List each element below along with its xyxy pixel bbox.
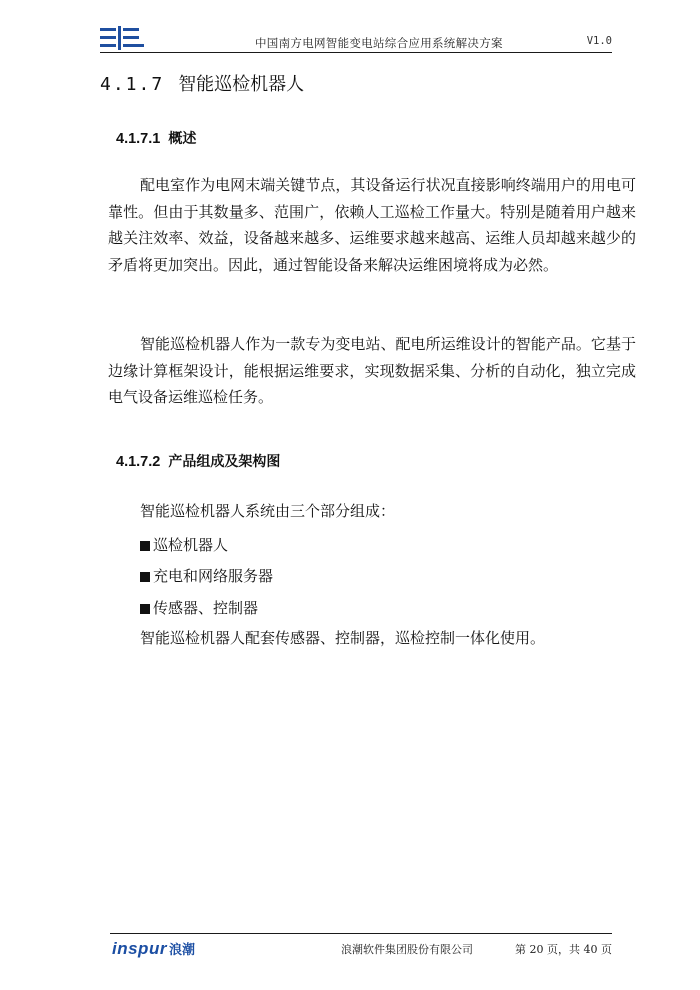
footer-company: 浪潮软件集团股份有限公司 [341, 943, 473, 956]
list-item-label: 充电和网络服务器 [153, 567, 274, 585]
header-divider [100, 52, 612, 53]
subsection-title: 概述 [168, 131, 197, 147]
paragraph-overview-1: 配电室作为电网末端关键节点，其设备运行状况直接影响终端用户的用电可靠性。但由于其数量多、范围广，依赖人工巡检工作量大。特别是随着用户越来越关注效率、效益，设备越来越多、运维要求越来越高、运维人员却越来越少的矛盾将更加突出。因此，通过智能设备来解决运维困境将成为必然。 [108, 176, 636, 274]
footer-divider [110, 933, 612, 934]
square-bullet-icon [140, 541, 150, 551]
list-item [140, 597, 258, 618]
inspur-cn-wordmark: 浪潮 [168, 943, 195, 958]
list-item [140, 565, 273, 586]
header-version: V1.0 [586, 35, 612, 47]
inspur-wordmark: inspur [112, 939, 167, 958]
list-item [140, 534, 228, 555]
footer-page-number: 第 20 页，共 40 页 [515, 943, 612, 956]
subsection-number: 4.1.7.1 [116, 131, 161, 147]
subsection-title: 产品组成及架构图 [168, 454, 281, 470]
square-bullet-icon [140, 604, 150, 614]
composition-closing: 智能巡检机器人配套传感器、控制器，巡检控制一体化使用。 [140, 629, 546, 647]
csg-logo-icon [100, 26, 144, 50]
list-item-label: 巡检机器人 [153, 536, 229, 554]
subsection-number: 4.1.7.2 [116, 454, 161, 470]
square-bullet-icon [140, 572, 150, 582]
section-number: 4.1.7 [100, 74, 165, 95]
paragraph-overview-2: 智能巡检机器人作为一款专为变电站、配电所运维设计的智能产品。它基于边缘计算框架设计，能根据运维要求，实现数据采集、分析的自动化，独立完成电气设备运维巡检任务。 [108, 335, 636, 406]
section-title: 智能巡检机器人 [178, 74, 305, 95]
composition-intro: 智能巡检机器人系统由三个部分组成： [140, 502, 396, 520]
subsection-heading-composition [116, 451, 280, 471]
subsection-heading-overview [116, 128, 196, 148]
section-heading [100, 70, 304, 96]
header-title: 中国南方电网智能变电站综合应用系统解决方案 [255, 36, 503, 50]
list-item-label: 传感器、控制器 [153, 599, 259, 617]
page-header [100, 24, 612, 54]
inspur-logo [112, 939, 212, 959]
